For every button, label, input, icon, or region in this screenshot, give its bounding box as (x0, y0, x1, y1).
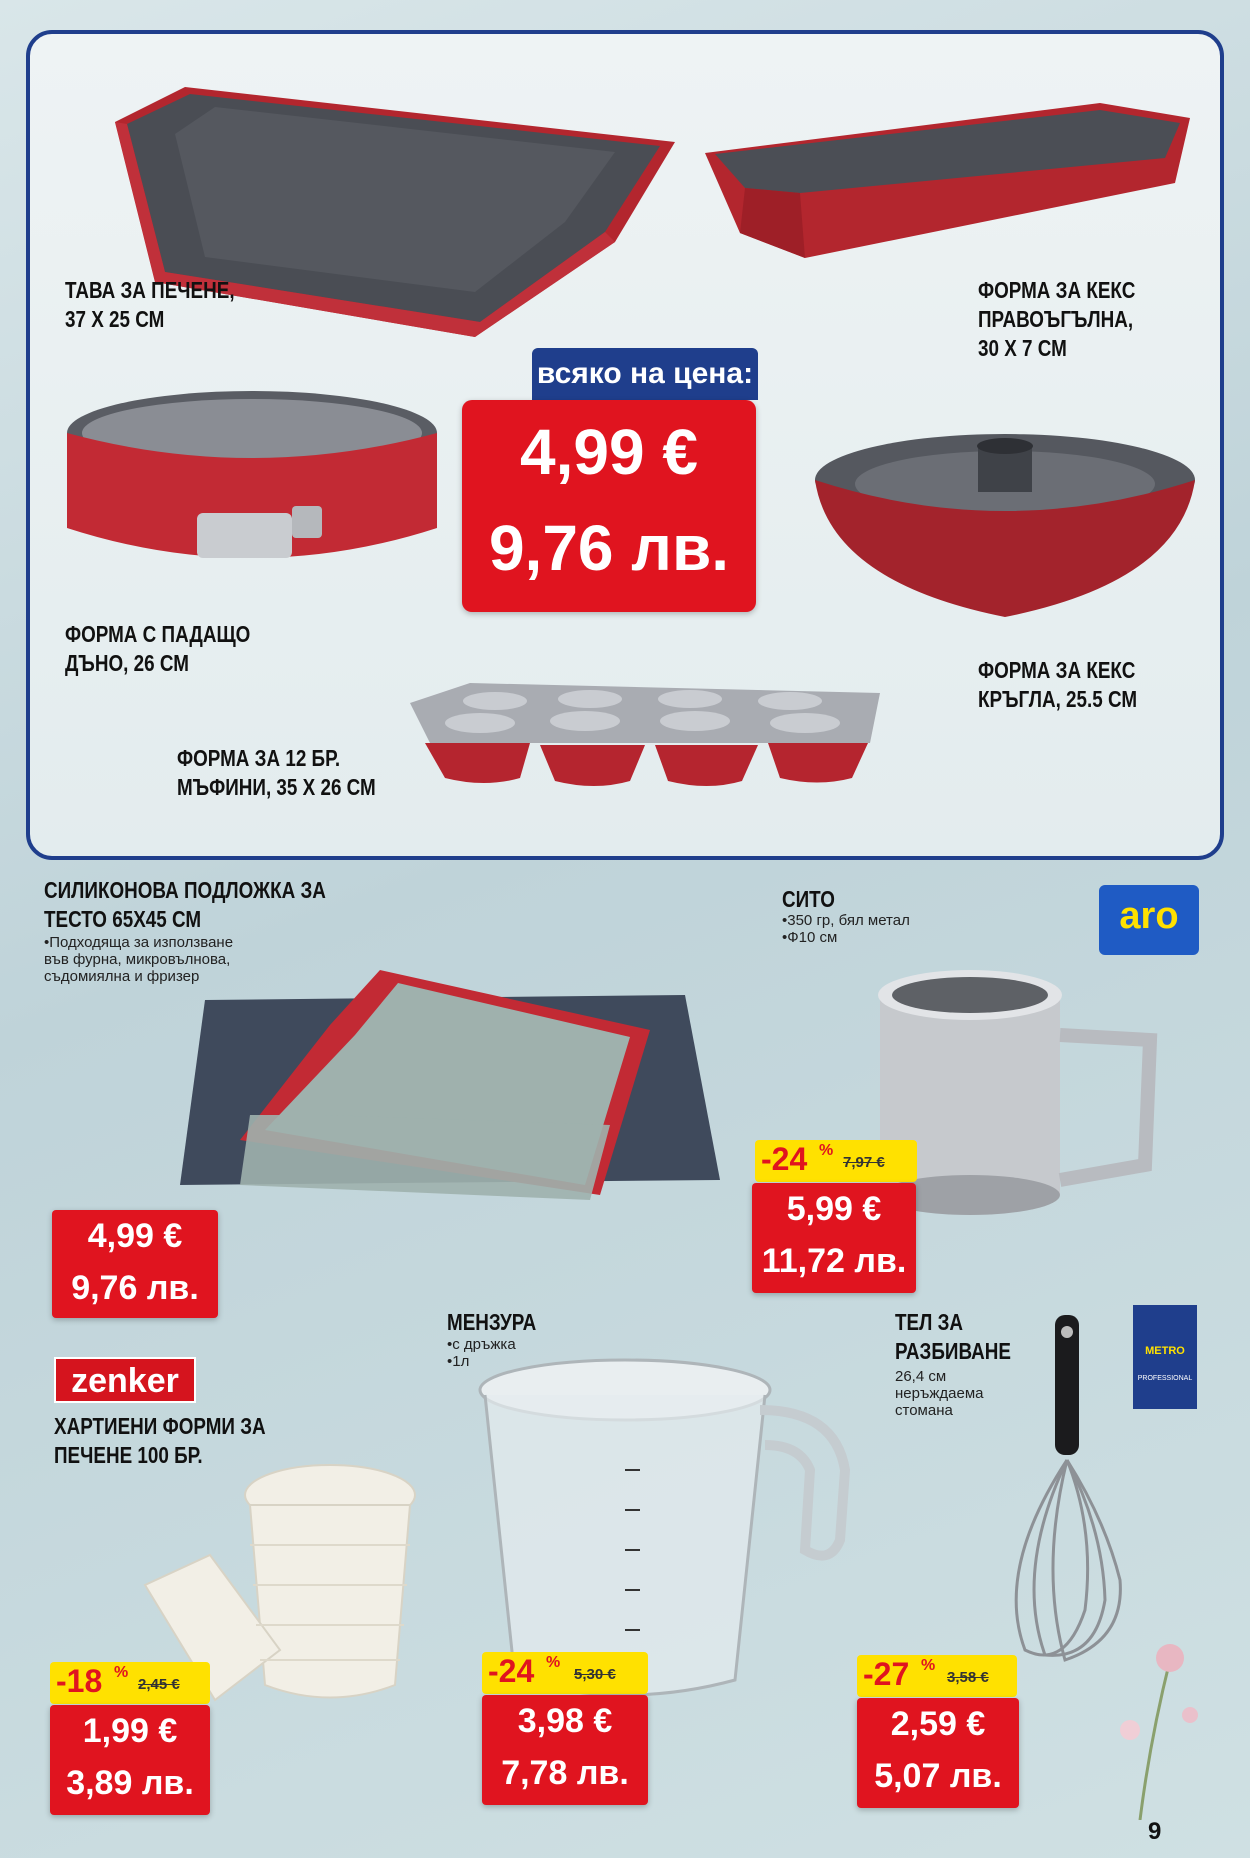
whisk-price-tag (857, 1698, 1019, 1808)
mat-title: СИЛИКОНОВА ПОДЛОЖКА ЗА ТЕСТО 65X45 СМ (44, 877, 326, 932)
baking-tray-label: ТАВА ЗА ПЕЧЕНЕ, 37 X 25 СМ (65, 277, 235, 332)
jug-description: •с дръжка •1л (447, 1336, 516, 1370)
whisk-price-bgn: 5,07 лв. (874, 1757, 1002, 1795)
price-badge: всяко на цена: (532, 348, 758, 400)
mat-description: •Подходяща за използване във фурна, микровълнова, съдомиялна и фризер (44, 934, 234, 985)
sieve-old-price: 7,97 € (843, 1154, 885, 1171)
whisk-discount-tag: -27 % 3,58 € (857, 1655, 1017, 1697)
cups-title: ХАРТИЕНИ ФОРМИ ЗА ПЕЧЕНЕ 100 БР. (54, 1413, 266, 1468)
whisk-description: 26,4 см неръждаема стомана (895, 1368, 984, 1419)
jug-price-eur: 3,98 € (517, 1702, 613, 1740)
mat-price-tag (52, 1210, 218, 1318)
muffin-tray-image (390, 683, 890, 793)
whisk-old-price: 3,58 € (947, 1669, 989, 1686)
bundt-pan-image (810, 432, 1200, 622)
loaf-pan-image (705, 98, 1195, 263)
sieve-discount-tag: -24 % 7,97 € (755, 1140, 917, 1182)
jug-discount-tag: -24 % 5,30 € (482, 1652, 648, 1694)
loaf-pan-label: ФОРМА ЗА КЕКС ПРАВОЪГЪЛНА, 30 X 7 СМ (978, 277, 1136, 361)
cups-price-bgn: 3,89 лв. (66, 1764, 194, 1802)
price-tag (462, 400, 756, 612)
jug-price-bgn: 7,78 лв. (501, 1754, 629, 1792)
cups-discount-tag: -18 % 2,45 € (50, 1662, 210, 1704)
metro-professional-logo: METRO PROFESSIONAL (1133, 1305, 1197, 1409)
jug-old-price: 5,30 € (574, 1666, 616, 1683)
cups-discount: -18 (56, 1663, 103, 1699)
price-bgn: 9,76 лв. (488, 512, 730, 584)
silicone-mat-image (180, 965, 740, 1205)
cups-price-eur: 1,99 € (82, 1712, 178, 1750)
whisk-price-eur: 2,59 € (890, 1705, 986, 1743)
muffin-tray-label: ФОРМА ЗА 12 БР. МЪФИНИ, 35 X 26 СМ (177, 745, 376, 800)
jug-discount: -24 (488, 1653, 535, 1689)
mat-price-eur: 4,99 € (87, 1217, 183, 1255)
zenker-logo: zenker (54, 1357, 196, 1403)
springform-label: ФОРМА С ПАДАЩО ДЪНО, 26 СМ (65, 621, 251, 676)
aro-logo: aro (1099, 885, 1199, 955)
sieve-title: СИТО (782, 886, 835, 912)
sieve-price-bgn: 11,72 лв. (761, 1242, 907, 1280)
jug-title: МЕНЗУРА (447, 1309, 537, 1335)
whisk-image (985, 1310, 1145, 1670)
cups-old-price: 2,45 € (138, 1676, 180, 1693)
sieve-discount: -24 (761, 1141, 808, 1177)
mat-price-bgn: 9,76 лв. (71, 1269, 199, 1307)
whisk-title: ТЕЛ ЗА РАЗБИВАНЕ (895, 1309, 1011, 1364)
jug-price-tag (482, 1695, 648, 1805)
sieve-description: •350 гр, бял метал •Ф10 см (782, 912, 910, 946)
page-number: 9 (1148, 1818, 1162, 1845)
cups-price-tag (50, 1705, 210, 1815)
sieve-price-eur: 5,99 € (786, 1190, 882, 1228)
whisk-discount: -27 (863, 1656, 910, 1692)
bundt-pan-label: ФОРМА ЗА КЕКС КРЪГЛА, 25.5 СМ (978, 657, 1138, 712)
flower-decoration (1070, 1620, 1220, 1820)
price-eur: 4,99 € (520, 416, 698, 488)
springform-pan-image (62, 388, 442, 588)
sieve-price-tag (752, 1183, 916, 1293)
